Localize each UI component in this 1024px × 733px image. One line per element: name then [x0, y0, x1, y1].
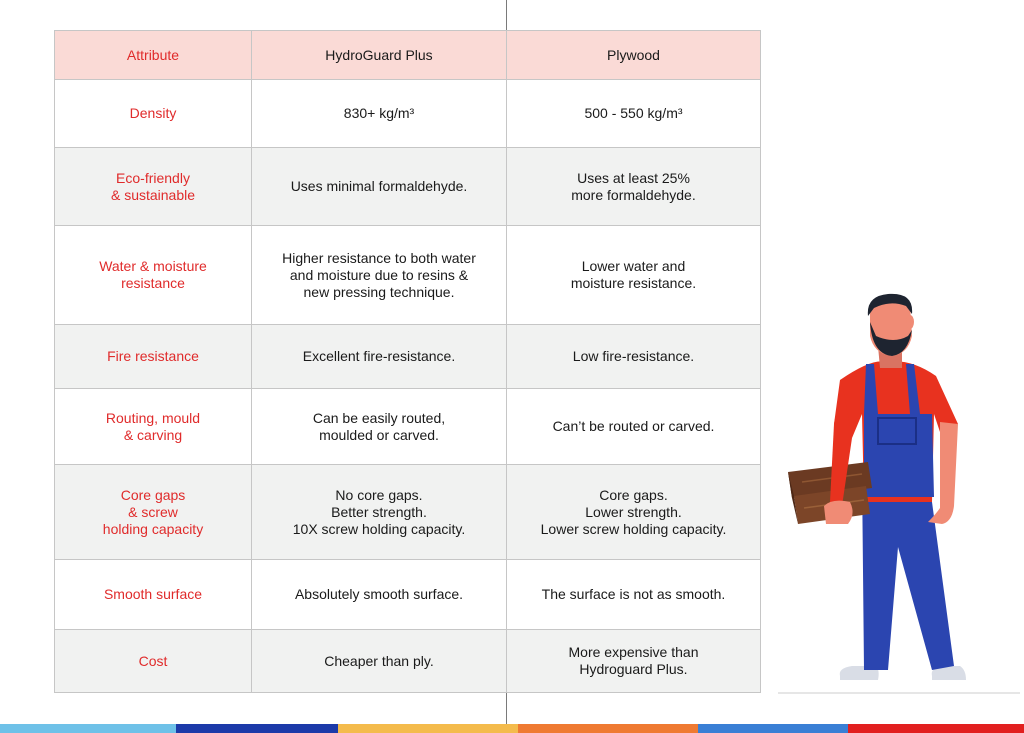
header-hydroguard-plus: HydroGuard Plus — [252, 31, 507, 80]
stripe-light-blue — [0, 724, 176, 733]
row-hydroguard-value: Can be easily routed, moulded or carved. — [252, 389, 507, 465]
stripe-blue — [698, 724, 848, 733]
row-hydroguard-value: 830+ kg/m³ — [252, 80, 507, 148]
row-plywood-value: Core gaps. Lower strength. Lower screw holding capacity. — [507, 465, 761, 560]
header-attribute: Attribute — [55, 31, 252, 80]
color-stripe-footer — [0, 724, 1024, 733]
row-plywood-value: Lower water and moisture resistance. — [507, 226, 761, 325]
row-plywood-value: 500 - 550 kg/m³ — [507, 80, 761, 148]
row-attribute: Eco-friendly & sustainable — [55, 148, 252, 226]
row-hydroguard-value: Uses minimal formaldehyde. — [252, 148, 507, 226]
table-header-row — [55, 31, 761, 80]
table-row — [55, 389, 761, 465]
comparison-table — [54, 30, 761, 693]
table-row — [55, 80, 761, 148]
row-attribute: Cost — [55, 630, 252, 693]
row-hydroguard-value: Cheaper than ply. — [252, 630, 507, 693]
stripe-orange — [518, 724, 698, 733]
row-attribute: Fire resistance — [55, 325, 252, 389]
row-attribute: Smooth surface — [55, 560, 252, 630]
table-row — [55, 465, 761, 560]
table-row — [55, 325, 761, 389]
table-row — [55, 630, 761, 693]
row-plywood-value: Low fire-resistance. — [507, 325, 761, 389]
ear — [906, 315, 914, 329]
row-attribute: Routing, mould & carving — [55, 389, 252, 465]
row-attribute: Core gaps & screw holding capacity — [55, 465, 252, 560]
row-plywood-value: The surface is not as smooth. — [507, 560, 761, 630]
row-hydroguard-value: Excellent fire-resistance. — [252, 325, 507, 389]
stripe-dark-blue — [176, 724, 338, 733]
row-hydroguard-value: No core gaps. Better strength. 10X screw holding capacity. — [252, 465, 507, 560]
worker-illustration — [782, 292, 972, 696]
row-plywood-value: Can’t be routed or carved. — [507, 389, 761, 465]
header-plywood: Plywood — [507, 31, 761, 80]
stripe-red — [848, 724, 1024, 733]
left-hand — [824, 501, 853, 524]
row-hydroguard-value: Higher resistance to both water and moisture due to resins & new pressing technique. — [252, 226, 507, 325]
stripe-yellow — [338, 724, 518, 733]
row-attribute: Density — [55, 80, 252, 148]
row-attribute: Water & moisture resistance — [55, 226, 252, 325]
row-plywood-value: More expensive than Hydroguard Plus. — [507, 630, 761, 693]
table-row — [55, 226, 761, 325]
table-row — [55, 560, 761, 630]
table-row — [55, 148, 761, 226]
row-plywood-value: Uses at least 25% more formaldehyde. — [507, 148, 761, 226]
row-hydroguard-value: Absolutely smooth surface. — [252, 560, 507, 630]
